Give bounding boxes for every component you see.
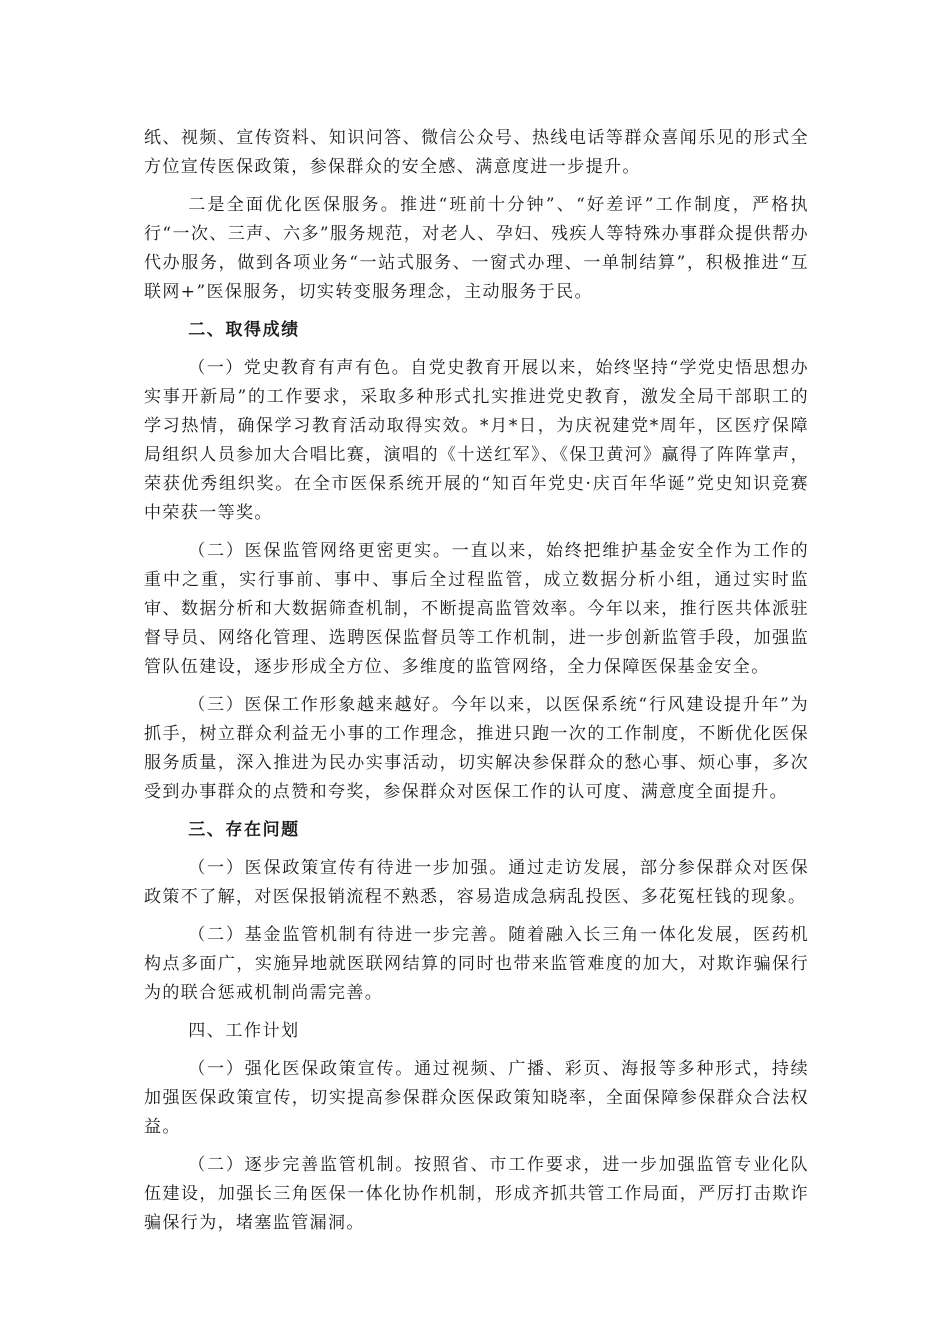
- document-page: [144, 0, 809, 1247]
- paragraph-plan-supervision: （二）逐步完善监管机制。按照省、市工作要求，进一步加强监管专业化队伍建设，加强长三角医保一体化协作机制，形成齐抓共管工作局面，严厉打击欺诈骗保行为，堵塞监管漏洞。: [144, 1155, 809, 1233]
- paragraph-optimize-service: 二是全面优化医保服务。推进“班前十分钟”、“好差评”工作制度，严格执行“一次、三声、六多”服务规范，对老人、孕妇、残疾人等特殊办事群众提供帮办代办服务，做到各项业务“一站式服务、一窗式办理、一单制结算”，积极推进“互联网+”医保服务，切实转变服务理念，主动服务于民。: [144, 195, 809, 302]
- paragraph-policy-publicity-problem: （一）医保政策宣传有待进一步加强。通过走访发展，部分参保群众对医保政策不了解，对医保报销流程不熟悉，容易造成急病乱投医、多花冤枉钱的现象。: [144, 858, 809, 907]
- section-heading-problems: 三、存在问题: [188, 820, 300, 840]
- section-heading-achievements: 二、取得成绩: [188, 320, 300, 340]
- section-heading-work-plan: 四、工作计划: [188, 1021, 300, 1041]
- paragraph-supervision-network: （二）医保监管网络更密更实。一直以来，始终把维护基金安全作为工作的重中之重，实行事前、事中、事后全过程监管，成立数据分析小组，通过实时监审、数据分析和大数据筛查机制，不断提高监管效率。今年以来，推行医共体派驻督导员、网络化管理、选聘医保监督员等工作机制，进一步创新监管手段，加强监管队伍建设，逐步形成全方位、多维度的监管网络，全力保障医保基金安全。: [144, 541, 809, 677]
- paragraph-continuation: 纸、视频、宣传资料、知识问答、微信公众号、热线电话等群众喜闻乐见的形式全方位宣传医保政策，参保群众的安全感、满意度进一步提升。: [144, 128, 809, 177]
- paragraph-plan-publicity: （一）强化医保政策宣传。通过视频、广播、彩页、海报等多种形式，持续加强医保政策宣传，切实提高参保群众医保政策知晓率，全面保障参保群众合法权益。: [144, 1059, 809, 1137]
- paragraph-fund-supervision-problem: （二）基金监管机制有待进一步完善。随着融入长三角一体化发展，医药机构点多面广，实施异地就医联网结算的同时也带来监管难度的加大，对欺诈骗保行为的联合惩戒机制尚需完善。: [144, 925, 809, 1003]
- paragraph-work-image: （三）医保工作形象越来越好。今年以来，以医保系统“行风建设提升年”为抓手，树立群众利益无小事的工作理念，推进只跑一次的工作制度，不断优化医保服务质量，深入推进为民办实事活动，切实解决参保群众的愁心事、烦心事，多次受到办事群众的点赞和夸奖，参保群众对医保工作的认可度、满意度全面提升。: [144, 695, 809, 802]
- paragraph-party-history: （一）党史教育有声有色。自党史教育开展以来，始终坚持“学党史悟思想办实事开新局”的工作要求，采取多种形式扎实推进党史教育，激发全局干部职工的学习热情，确保学习教育活动取得实效。*月*日，为庆祝建党*周年，区医疗保障局组织人员参加大合唱比赛，演唱的《十送红军》、《保卫黄河》赢得了阵阵掌声，荣获优秀组织奖。在全市医保系统开展的“知百年党史·庆百年华诞”党史知识竞赛中荣获一等奖。: [144, 358, 809, 523]
